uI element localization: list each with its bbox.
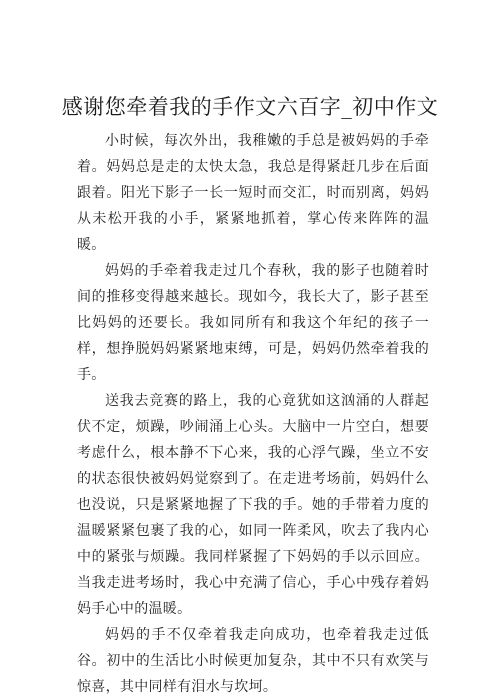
document-title: 感谢您牵着我的手作文六百字_初中作文 <box>61 95 439 119</box>
paragraph-3: 送我去竞赛的路上，我的心竟犹如这汹涌的人群起伏不定，烦躁，吵闹涌上心头。大脑中一片空白，想要考虑什么，根本静不下心来，我的心浮气躁，坐立不安的状态很快被妈妈觉察到了。在走进考场前，妈妈什么也没说，只是紧紧地握了下我的手。她的手带着力度的温暖紧紧包裹了我的心，如同一阵柔风，吹去了我内心中的紧张与烦躁。我同样紧握了下妈妈的手以示回应。当我走进考场时，我心中充满了信心，手心中残存着妈妈手心中的温暖。 <box>77 393 429 617</box>
paragraph-4: 妈妈的手不仅牵着我走向成功，也牵着我走过低谷。初中的生活比小时候更加复杂，其中不只有欢笑与惊喜，其中同样有泪水与坎坷。 <box>77 627 429 695</box>
paragraph-2: 妈妈的手牵着我走过几个春秋，我的影子也随着时间的推移变得越来越长。现如今，我长大了，影子甚至比妈妈的还要长。我如同所有和我这个年纪的孩子一样，想挣脱妈妈紧紧地束缚，可是，妈妈仍然牵着我的手。 <box>77 263 429 383</box>
document-body <box>77 128 429 700</box>
paragraph-1: 小时候，每次外出，我稚嫩的手总是被妈妈的手牵着。妈妈总是走的太快太急，我总是得紧赶几步在后面跟着。阳光下影子一长一短时而交汇，时而别离，妈妈从未松开我的小手，紧紧地抓着，掌心传来阵阵的温暖。 <box>77 133 429 253</box>
